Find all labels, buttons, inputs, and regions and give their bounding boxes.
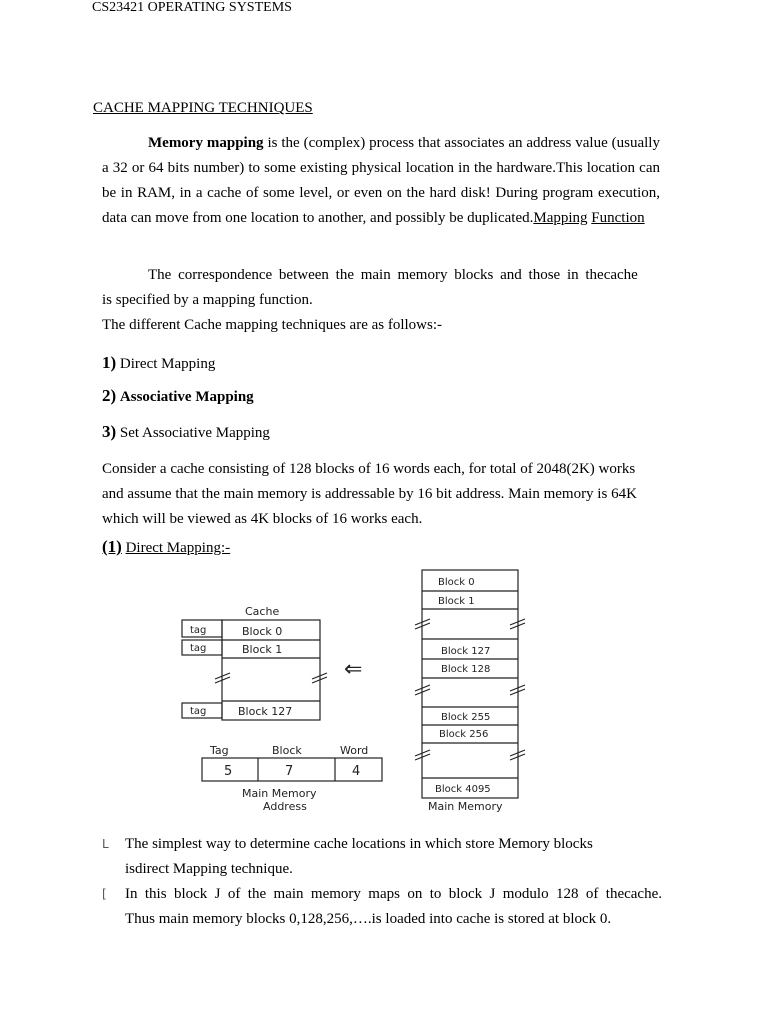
subheading-label: Direct Mapping:-: [125, 540, 231, 556]
memory-caption: Main Memory: [428, 800, 503, 813]
technique-number: 2): [102, 386, 117, 405]
bullet-marker: L: [102, 837, 109, 851]
memory-block-label: Block 127: [441, 646, 491, 657]
bullet-line: In this block J of the main memory maps on to block J modulo 128 of thecache.: [125, 886, 662, 902]
cache-block-label: Block 127: [238, 705, 293, 718]
address-caption: Main Memory: [242, 787, 317, 800]
correspondence-line-3: The different Cache mapping techniques are as follows:-: [102, 317, 443, 333]
mapping-link[interactable]: Mapping: [533, 210, 588, 226]
address-header: Word: [340, 744, 369, 757]
memory-block-label: Block 255: [441, 712, 491, 723]
intro-text: is the (complex) process that associates an address value (usually a 32 or 64 bits number) to some existing physical location in the hardware.This location can be in RAM, in a cache of some level, or even on the hard disk! During program execution, data can move from one location to another, and possibly be duplicated.: [102, 135, 660, 226]
memory-block-label: Block 128: [441, 664, 491, 675]
example-paragraph: [102, 457, 637, 532]
direct-mapping-diagram: [160, 563, 540, 818]
memory-block-label: Block 4095: [435, 784, 491, 795]
cache-block-label: Block 0: [242, 625, 283, 638]
address-value: 7: [285, 764, 294, 779]
example-line: which will be viewed as 4K blocks of 16 works each.: [102, 511, 423, 527]
subheading-number: (1): [102, 537, 122, 556]
example-line: and assume that the main memory is addressable by 16 bit address. Main memory is 64K: [102, 486, 637, 502]
technique-item: [102, 422, 270, 442]
intro-bold-term: Memory mapping: [148, 135, 264, 151]
tag-label: tag: [190, 643, 207, 654]
page-header: CS23421 OPERATING SYSTEMS: [92, 0, 292, 15]
technique-label: Set Associative Mapping: [119, 425, 270, 441]
tag-label: tag: [190, 625, 207, 636]
address-header: Tag: [210, 744, 229, 757]
bullet-line: The simplest way to determine cache locations in which store Memory blocks: [125, 836, 593, 852]
bullet-item: [102, 882, 662, 932]
technique-item: [102, 353, 215, 373]
technique-label: Direct Mapping: [119, 356, 216, 372]
bullet-marker: [: [102, 887, 107, 901]
bullet-line: isdirect Mapping technique.: [125, 861, 293, 877]
memory-block-label: Block 256: [439, 729, 489, 740]
technique-number: 1): [102, 353, 117, 372]
cache-title: Cache: [245, 605, 280, 618]
address-value: 5: [224, 764, 233, 779]
cache-block-label: Block 1: [242, 643, 283, 656]
technique-label: Associative Mapping: [119, 389, 254, 405]
technique-item: [102, 386, 254, 406]
correspondence-line-1: The correspondence between the main memory blocks and those in thecache: [148, 267, 638, 283]
arrow-icon: ⇐: [344, 657, 363, 682]
section-title: CACHE MAPPING TECHNIQUES: [93, 100, 313, 116]
memory-block-label: Block 0: [438, 577, 475, 588]
address-caption: Address: [263, 800, 307, 813]
tag-label: tag: [190, 706, 207, 717]
bullet-line: Thus main memory blocks 0,128,256,….is loaded into cache is stored at block 0.: [125, 911, 612, 927]
example-line: Consider a cache consisting of 128 blocks of 16 words each, for total of 2048(2K) works: [102, 461, 636, 477]
address-header: Block: [272, 744, 302, 757]
bullet-item: [102, 832, 662, 882]
technique-number: 3): [102, 422, 117, 441]
address-value: 4: [352, 764, 361, 779]
function-link[interactable]: Function: [591, 210, 645, 226]
correspondence-line-2: is specified by a mapping function.: [102, 292, 313, 308]
memory-block-label: Block 1: [438, 596, 475, 607]
direct-mapping-subheading: [102, 537, 230, 557]
intro-paragraph: [102, 131, 660, 231]
